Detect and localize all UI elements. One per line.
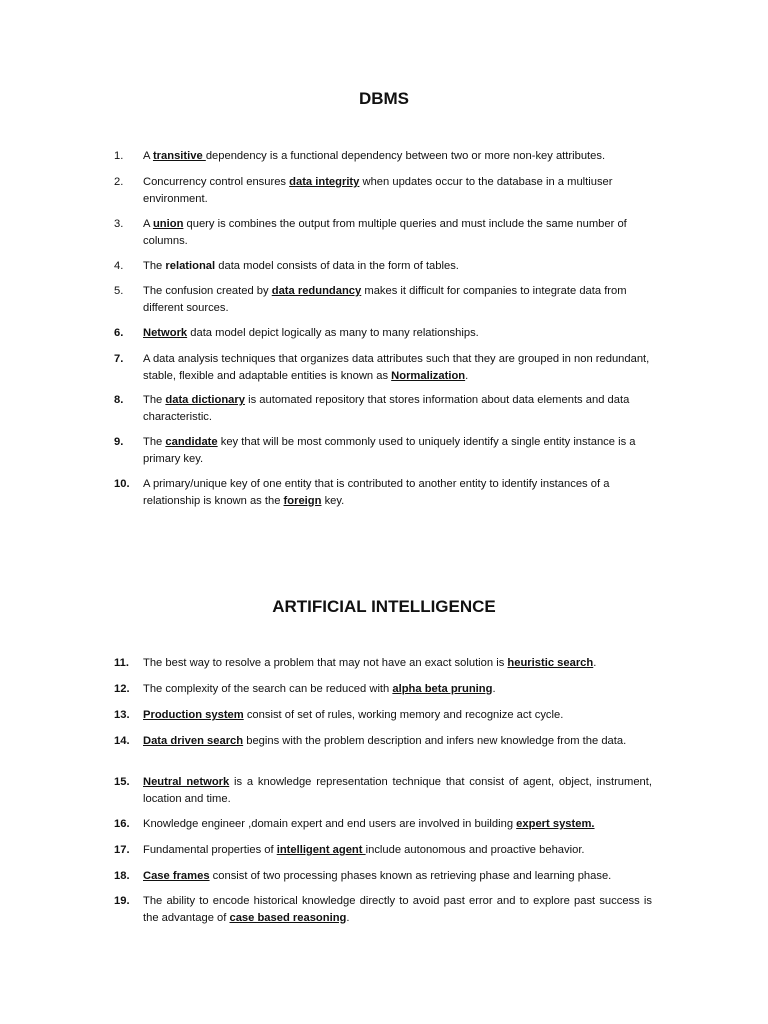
item-number: 8. (114, 394, 124, 406)
bold-term: relational (165, 260, 216, 272)
text-fragment: . (593, 657, 597, 669)
item-number: 1. (114, 150, 124, 162)
item-text (143, 434, 652, 467)
item-text (143, 655, 652, 672)
text-fragment: makes it difficult for companies to integrate data from different sources. (143, 285, 627, 314)
dbms-list-item (114, 148, 652, 165)
text-fragment: Fundamental properties of (143, 844, 277, 856)
text-fragment: Concurrency control ensures (143, 176, 290, 188)
dbms-list-item (114, 216, 652, 249)
key-term: expert system. (516, 818, 595, 830)
key-term: candidate (165, 436, 218, 448)
item-text (143, 216, 652, 249)
key-term: data redundancy (271, 285, 362, 297)
text-fragment: . (492, 683, 496, 695)
text-fragment: consist of two processing phases known as retrieving phase and learning phase. (209, 870, 612, 882)
text-fragment: The complexity of the search can be reduced with (143, 683, 393, 695)
text-fragment: A data analysis techniques that organizes data attributes such that they are grouped in non redundant, stable, flexible and adaptable entities is known as (143, 353, 650, 382)
text-fragment: The (143, 394, 166, 406)
item-number: 17. (114, 844, 130, 856)
ai-list-item (114, 655, 652, 672)
dbms-list-item (114, 434, 652, 467)
dbms-list-item (114, 258, 652, 275)
dbms-section-title: DBMS (358, 89, 410, 108)
item-text (143, 148, 652, 165)
text-fragment: A (143, 218, 153, 230)
text-fragment: when updates occur to the database in a multiuser environment. (143, 176, 613, 205)
key-term: data integrity (289, 176, 360, 188)
key-term: case based reasoning (229, 911, 347, 924)
ai-section-title: ARTIFICIAL INTELLIGENCE (272, 597, 496, 616)
item-number: 12. (114, 683, 130, 695)
item-text (143, 816, 652, 833)
dbms-list-item (114, 476, 652, 509)
item-text (143, 392, 652, 425)
key-term: alpha beta pruning (392, 683, 493, 695)
item-text (143, 174, 652, 207)
item-text (143, 258, 652, 275)
ai-list-item (114, 774, 652, 807)
key-term: transitive (152, 150, 206, 162)
text-fragment: The (143, 260, 166, 272)
text-fragment: consist of set of rules, working memory and recognize act cycle. (243, 709, 564, 721)
dbms-list-item (114, 392, 652, 425)
text-fragment: The (143, 436, 166, 448)
text-fragment: key. (321, 494, 345, 507)
key-term: Production system (143, 709, 244, 721)
text-fragment: . (346, 911, 350, 924)
key-term: Neutral network (143, 776, 230, 788)
text-fragment: A primary/unique key of one entity that is contributed to another entity to identify instances of a relationship is known as the (143, 478, 610, 507)
item-number: 15. (114, 776, 130, 788)
item-text (143, 774, 652, 807)
item-text (143, 868, 652, 885)
dbms-list-item (114, 174, 652, 207)
item-number: 13. (114, 709, 130, 721)
item-number: 3. (114, 218, 124, 230)
text-fragment: . (465, 369, 469, 382)
item-number: 11. (114, 657, 129, 669)
item-text (143, 351, 652, 384)
dbms-list-item (114, 325, 652, 342)
item-text (143, 707, 652, 724)
item-number: 14. (114, 735, 130, 747)
text-fragment: The best way to resolve a problem that may not have an exact solution is (143, 657, 508, 669)
item-number: 9. (114, 436, 124, 448)
item-number: 2. (114, 176, 124, 188)
item-text (143, 476, 652, 509)
item-number: 4. (114, 260, 124, 272)
key-term: intelligent agent (276, 844, 366, 856)
text-fragment: is automated repository that stores information about data elements and data characteristic. (143, 394, 630, 423)
item-number: 7. (114, 353, 124, 365)
item-number: 18. (114, 870, 130, 882)
key-term: Case frames (143, 870, 210, 882)
text-fragment: include autonomous and proactive behavior. (365, 844, 585, 856)
key-term: foreign (283, 494, 322, 507)
key-term: heuristic search (507, 657, 594, 669)
key-term: Network (143, 327, 188, 339)
item-number: 10. (114, 478, 130, 490)
ai-list-item (114, 707, 652, 724)
item-text (143, 842, 652, 859)
ai-list-item (114, 842, 652, 859)
text-fragment: is a knowledge representation technique that consist of agent, object, instrument, location and time. (143, 776, 652, 805)
item-number: 16. (114, 818, 130, 830)
text-fragment: The confusion created by (143, 285, 272, 297)
key-term: Data driven search (143, 735, 244, 747)
ai-list-item (114, 816, 652, 833)
text-fragment: data model depict logically as many to many relationships. (187, 327, 479, 339)
dbms-list-item (114, 283, 652, 316)
text-fragment: key that will be most commonly used to uniquely identify a single entity instance is a primary key. (143, 436, 636, 465)
text-fragment: The ability to encode historical knowledge directly to avoid past error and to explore past success is the advantage of (143, 895, 652, 924)
item-number: 19. (114, 895, 130, 907)
text-fragment: Knowledge engineer ,domain expert and end users are involved in building (143, 818, 517, 830)
item-number: 6. (114, 327, 124, 339)
dbms-list-item (114, 351, 652, 384)
ai-list-item (114, 681, 652, 698)
key-term: union (152, 218, 184, 230)
item-text (143, 325, 652, 342)
item-text (143, 681, 652, 698)
text-fragment: query is combines the output from multiple queries and must include the same number of columns. (143, 218, 627, 247)
item-text (143, 733, 652, 750)
text-fragment: A (143, 150, 153, 162)
ai-list-item (114, 733, 652, 750)
ai-list-item (114, 893, 652, 926)
ai-list-item (114, 868, 652, 885)
text-fragment: begins with the problem description and infers new knowledge from the data. (243, 735, 627, 747)
item-text (143, 283, 652, 316)
text-fragment: dependency is a functional dependency between two or more non-key attributes. (205, 150, 606, 162)
item-text (143, 893, 652, 926)
item-number: 5. (114, 285, 124, 297)
text-fragment: data model consists of data in the form of tables. (215, 260, 459, 272)
key-term: data dictionary (165, 394, 245, 406)
key-term: Normalization (391, 369, 466, 382)
